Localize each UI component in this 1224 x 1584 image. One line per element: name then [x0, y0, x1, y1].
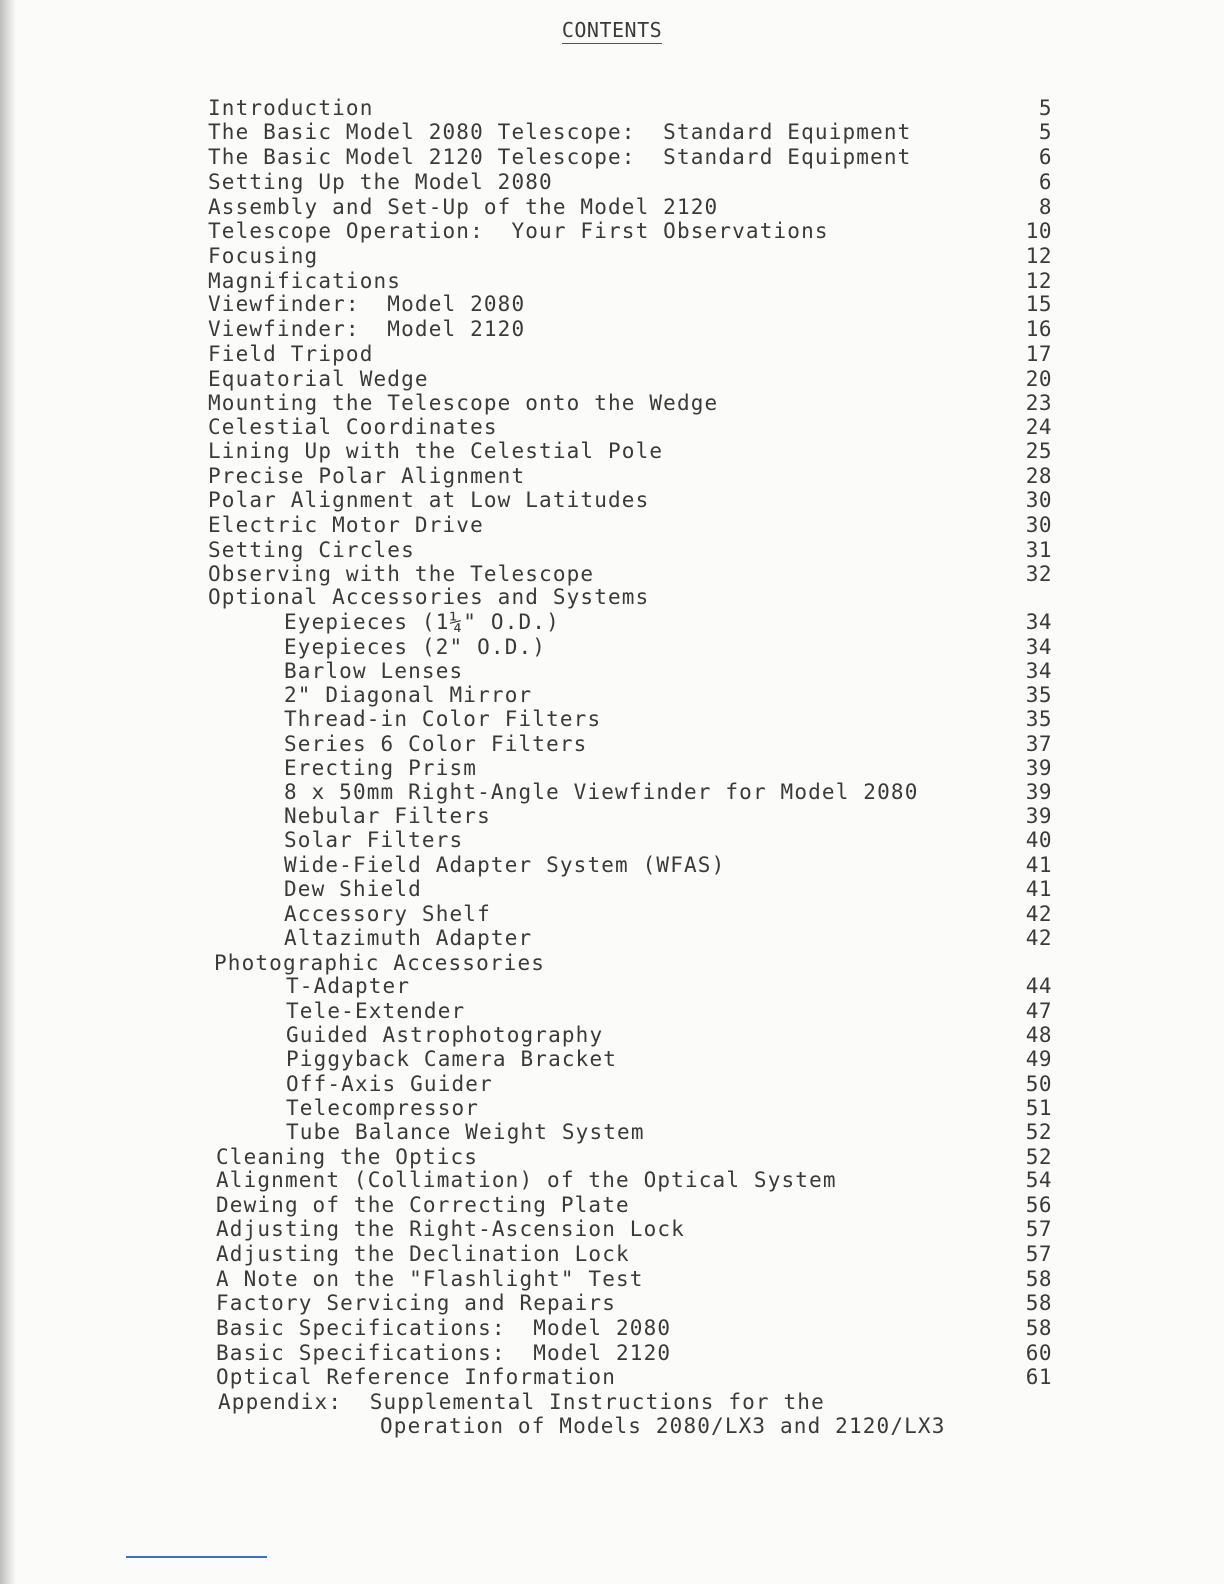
toc-entry-title: Erecting Prism: [284, 756, 478, 780]
toc-entry-title: Lining Up with the Celestial Pole: [208, 439, 664, 463]
toc-entry-title: Equatorial Wedge: [208, 367, 429, 391]
toc-entry: [0, 1241, 1224, 1267]
toc-entry-page: 35: [1025, 683, 1052, 707]
toc-entry-page: 57: [1025, 1217, 1052, 1241]
toc-entry: [0, 390, 1224, 416]
toc-entry-page: 34: [1025, 659, 1052, 683]
toc-entry-title: Factory Servicing and Repairs: [216, 1291, 616, 1315]
toc-entry-title: Viewfinder: Model 2120: [208, 317, 526, 341]
toc-entry: [0, 218, 1224, 244]
page-title: CONTENTS: [561, 18, 663, 42]
toc-entry-title: Cleaning the Optics: [216, 1145, 479, 1169]
toc-entry-title: Appendix: Supplemental Instructions for the: [218, 1390, 825, 1414]
toc-entry-title: Observing with the Telescope: [208, 562, 595, 586]
toc-entry: [0, 1364, 1224, 1390]
toc-entry-title: Magnifications: [208, 269, 402, 293]
toc-entry: [0, 119, 1224, 145]
toc-entry-page: 41: [1025, 853, 1052, 877]
toc-entry-page: 31: [1025, 538, 1052, 562]
toc-entry: [0, 414, 1224, 440]
toc-entry: [0, 243, 1224, 269]
toc-entry-title: Accessory Shelf: [284, 902, 491, 926]
toc-entry: [0, 973, 1224, 999]
toc-entry-page: 5: [1038, 120, 1052, 144]
toc-entry-title: Adjusting the Declination Lock: [216, 1242, 630, 1266]
toc-entry: [0, 706, 1224, 732]
toc-entry-title: Basic Specifications: Model 2120: [216, 1341, 672, 1365]
toc-entry: [0, 144, 1224, 170]
toc-entry: [0, 438, 1224, 464]
toc-entry: [0, 463, 1224, 489]
toc-entry-title: The Basic Model 2080 Telescope: Standard Equipment: [208, 120, 912, 144]
toc-entry-page: 60: [1025, 1341, 1052, 1365]
toc-entry-title: Solar Filters: [284, 828, 464, 852]
toc-entry-page: 30: [1025, 513, 1052, 537]
toc-entry-page: 25: [1025, 439, 1052, 463]
toc-entry-page: 12: [1025, 244, 1052, 268]
toc-entry-page: 23: [1025, 391, 1052, 415]
toc-entry-page: 39: [1025, 804, 1052, 828]
toc-entry-title: Piggyback Camera Bracket: [286, 1047, 618, 1071]
toc-entry: [0, 512, 1224, 538]
toc-entry-title: Introduction: [208, 96, 374, 120]
toc-entry-page: 40: [1025, 828, 1052, 852]
toc-entry-title: Telecompressor: [286, 1096, 480, 1120]
toc-entry-title: 2" Diagonal Mirror: [284, 683, 533, 707]
toc-entry: [0, 609, 1224, 635]
toc-entry: [0, 487, 1224, 513]
toc-entry-page: 48: [1025, 1023, 1052, 1047]
toc-entry: [0, 925, 1224, 951]
toc-entry: [0, 755, 1224, 781]
toc-entry-title: A Note on the "Flashlight" Test: [216, 1267, 644, 1291]
toc-entry-title: The Basic Model 2120 Telescope: Standard Equipment: [208, 145, 912, 169]
toc-entry: [0, 1315, 1224, 1341]
toc-entry-page: 28: [1025, 464, 1052, 488]
toc-entry-page: 58: [1025, 1291, 1052, 1315]
toc-entry-page: 15: [1025, 292, 1052, 316]
toc-entry: [0, 876, 1224, 902]
toc-entry: [0, 658, 1224, 684]
toc-entry: [0, 731, 1224, 757]
toc-entry-page: 34: [1025, 635, 1052, 659]
toc-entry-title: Operation of Models 2080/LX3 and 2120/LX3: [380, 1414, 946, 1438]
toc-entry-page: 16: [1025, 317, 1052, 341]
toc-entry: [0, 537, 1224, 563]
toc-entry-page: 6: [1038, 170, 1052, 194]
toc-entry-title: Setting Circles: [208, 538, 415, 562]
toc-entry-page: 41: [1025, 877, 1052, 901]
toc-entry-page: 58: [1025, 1267, 1052, 1291]
toc-entry-page: 24: [1025, 415, 1052, 439]
toc-entry-page: 52: [1025, 1120, 1052, 1144]
toc-entry: [0, 1071, 1224, 1097]
toc-entry-title: Assembly and Set-Up of the Model 2120: [208, 195, 719, 219]
toc-entry-title: Optional Accessories and Systems: [208, 585, 650, 609]
toc-entry: [0, 316, 1224, 342]
toc-entry-title: Dew Shield: [284, 877, 422, 901]
toc-entry-title: Off-Axis Guider: [286, 1072, 493, 1096]
toc-entry-page: 61: [1025, 1365, 1052, 1389]
toc-entry-page: 17: [1025, 342, 1052, 366]
toc-entry-page: 50: [1025, 1072, 1052, 1096]
toc-entry: [0, 634, 1224, 660]
toc-entry: [0, 1119, 1224, 1145]
toc-entry: [0, 341, 1224, 367]
toc-entry-title: Adjusting the Right-Ascension Lock: [216, 1217, 685, 1241]
toc-entry-title: Setting Up the Model 2080: [208, 170, 553, 194]
toc-entry: [0, 1046, 1224, 1072]
toc-entry: [0, 1389, 1224, 1415]
toc-entry-title: Guided Astrophotography: [286, 1023, 604, 1047]
toc-entry-title: Optical Reference Information: [216, 1365, 616, 1389]
footer-rule: [126, 1556, 267, 1558]
toc-entry: [0, 901, 1224, 927]
toc-entry: [0, 1192, 1224, 1218]
toc-entry-title: Polar Alignment at Low Latitudes: [208, 488, 650, 512]
toc-entry-page: 58: [1025, 1316, 1052, 1340]
toc-entry: [0, 366, 1224, 392]
toc-entry-page: 42: [1025, 926, 1052, 950]
toc-entry-title: Thread-in Color Filters: [284, 707, 602, 731]
toc-entry-title: Electric Motor Drive: [208, 513, 484, 537]
toc-entry-title: Precise Polar Alignment: [208, 464, 526, 488]
toc-entry-title: Mounting the Telescope onto the Wedge: [208, 391, 719, 415]
toc-entry: [0, 1095, 1224, 1121]
toc-entry: [0, 779, 1224, 805]
toc-entry: [0, 682, 1224, 708]
toc-entry: [0, 803, 1224, 829]
toc-entry-title: Focusing: [208, 244, 319, 268]
toc-entry: [0, 169, 1224, 195]
toc-entry-page: 39: [1025, 756, 1052, 780]
toc-entry-page: 51: [1025, 1096, 1052, 1120]
toc-entry-page: 57: [1025, 1242, 1052, 1266]
toc-entry-page: 6: [1038, 145, 1052, 169]
toc-entry-page: 12: [1025, 269, 1052, 293]
toc-entry: [0, 998, 1224, 1024]
toc-entry-title: Photographic Accessories: [214, 951, 546, 975]
toc-entry: [0, 1290, 1224, 1316]
toc-entry-title: Dewing of the Correcting Plate: [216, 1193, 630, 1217]
toc-entry-title: Wide-Field Adapter System (WFAS): [284, 853, 726, 877]
toc-entry: [0, 584, 1224, 610]
toc-entry-page: 56: [1025, 1193, 1052, 1217]
toc-entry-title: Viewfinder: Model 2080: [208, 292, 526, 316]
toc-entry-page: 49: [1025, 1047, 1052, 1071]
toc-entry-page: 42: [1025, 902, 1052, 926]
toc-entry-title: Field Tripod: [208, 342, 374, 366]
toc-entry-title: Eyepieces (1¼" O.D.): [284, 610, 560, 634]
toc-entry-page: 30: [1025, 488, 1052, 512]
toc-entry-page: 54: [1025, 1168, 1052, 1192]
toc-entry-title: Basic Specifications: Model 2080: [216, 1316, 672, 1340]
toc-entry-title: Tele-Extender: [286, 999, 466, 1023]
toc-entry-title: Altazimuth Adapter: [284, 926, 533, 950]
toc-entry: [0, 1022, 1224, 1048]
toc-entry: [0, 1167, 1224, 1193]
toc-entry: [0, 194, 1224, 220]
toc-entry-page: 10: [1025, 219, 1052, 243]
toc-entry-title: Nebular Filters: [284, 804, 491, 828]
toc-entry: [0, 1340, 1224, 1366]
toc-entry-title: Alignment (Collimation) of the Optical System: [216, 1168, 837, 1192]
toc-entry-page: 44: [1025, 974, 1052, 998]
toc-entry-page: 34: [1025, 610, 1052, 634]
toc-entry-page: 35: [1025, 707, 1052, 731]
toc-entry-title: Tube Balance Weight System: [286, 1120, 645, 1144]
toc-entry-page: 52: [1025, 1145, 1052, 1169]
toc-entry: [0, 1413, 1224, 1439]
toc-entry: [0, 852, 1224, 878]
toc-entry-title: Series 6 Color Filters: [284, 732, 588, 756]
toc-entry-title: Telescope Operation: Your First Observations: [208, 219, 829, 243]
toc-entry-title: Celestial Coordinates: [208, 415, 498, 439]
toc-entry: [0, 1266, 1224, 1292]
toc-entry: [0, 95, 1224, 121]
toc-entry: [0, 291, 1224, 317]
toc-entry-title: 8 x 50mm Right-Angle Viewfinder for Model 2080: [284, 780, 919, 804]
toc-entry-page: 47: [1025, 999, 1052, 1023]
toc-entry-title: T-Adapter: [286, 974, 411, 998]
toc-entry-page: 39: [1025, 780, 1052, 804]
toc-entry-page: 20: [1025, 367, 1052, 391]
toc-entry-page: 8: [1038, 195, 1052, 219]
toc-entry: [0, 1216, 1224, 1242]
toc-entry-page: 5: [1038, 96, 1052, 120]
toc-entry-page: 32: [1025, 562, 1052, 586]
toc-entry-title: Barlow Lenses: [284, 659, 464, 683]
toc-entry-title: Eyepieces (2" O.D.): [284, 635, 547, 659]
toc-entry: [0, 827, 1224, 853]
toc-entry-page: 37: [1025, 732, 1052, 756]
